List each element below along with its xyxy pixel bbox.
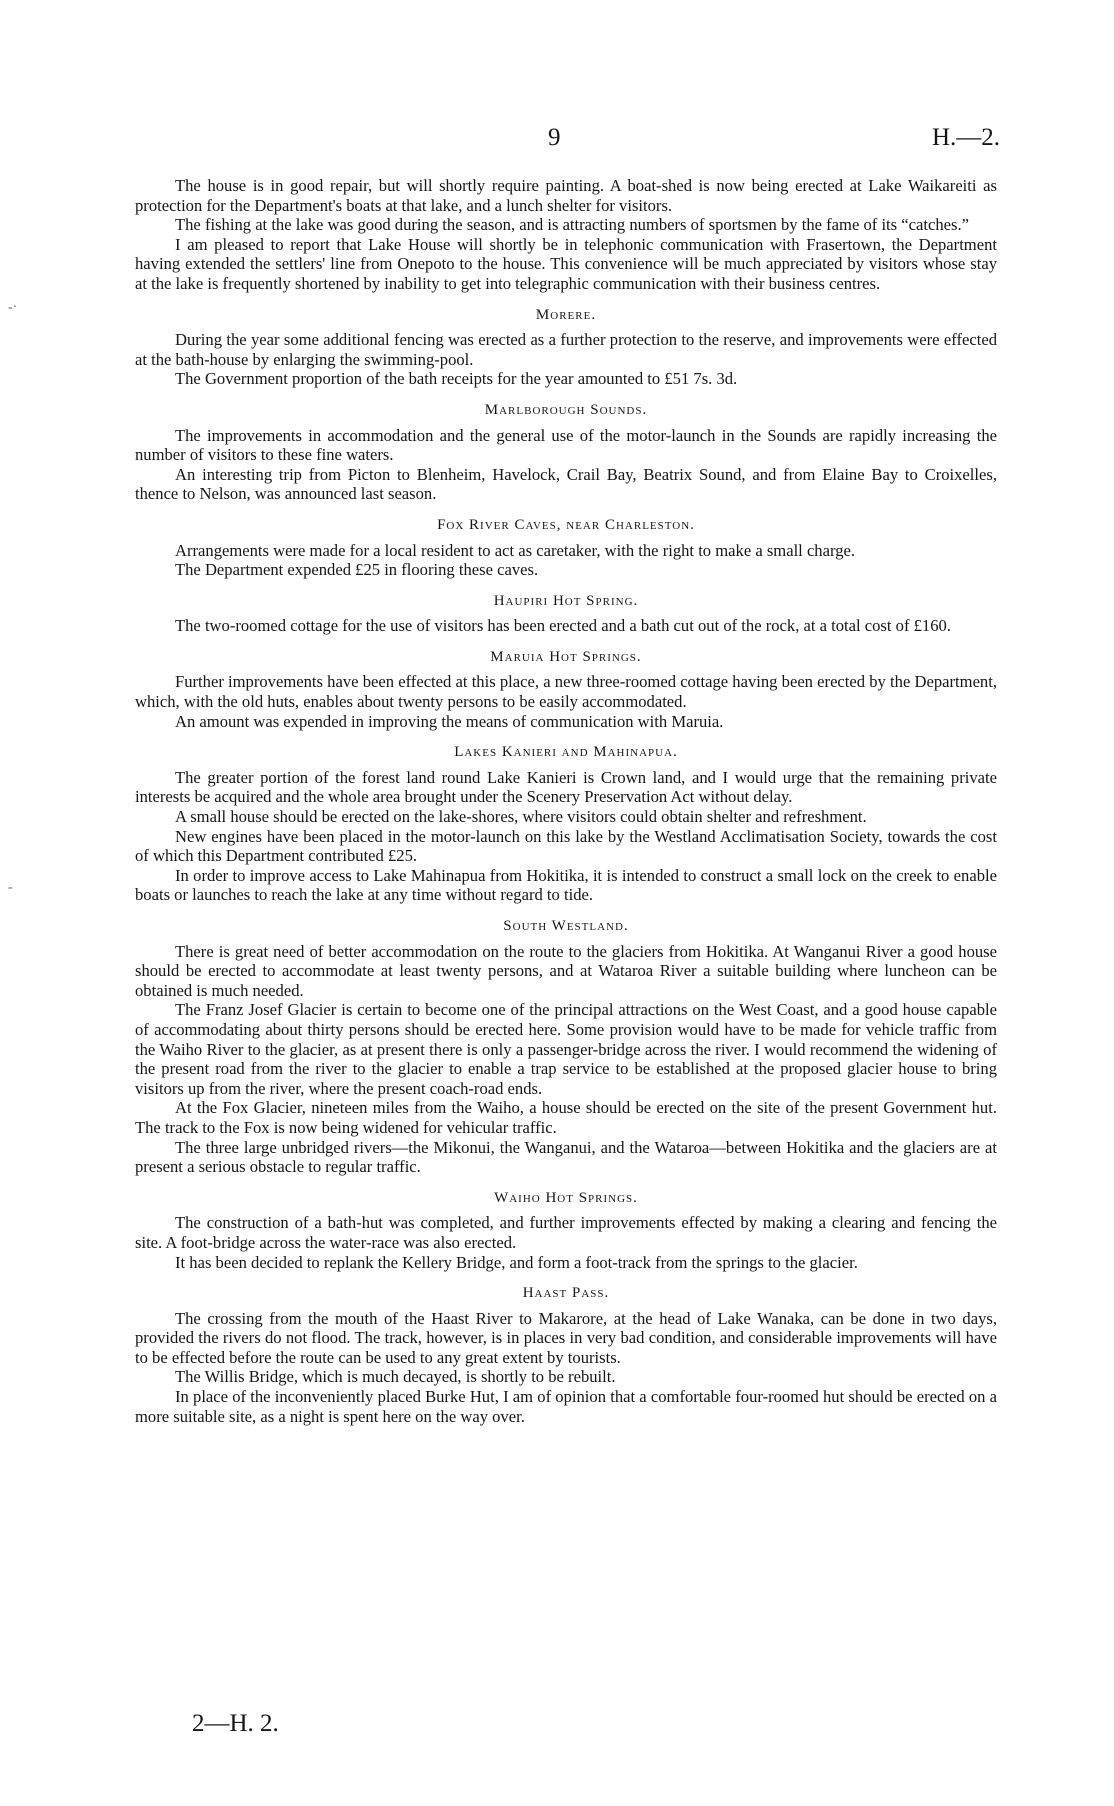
paragraph: At the Fox Glacier, nineteen miles from the Waiho, a house should be erected on the site of the present Government hut. The track to the Fox is now being widened for vehicular traffic. xyxy=(135,1098,997,1137)
section-heading: Haupiri Hot Spring. xyxy=(493,592,639,609)
paragraph: The house is in good repair, but will shortly require painting. A boat-shed is now being erected at Lake Waikareiti as protection for the Department's boats at that lake, and a lunch shelter for visitors. xyxy=(135,176,997,215)
paragraph: The two-roomed cottage for the use of visitors has been erected and a bath cut out of the rock, at a total cost of £160. xyxy=(175,616,951,636)
paragraph: The construction of a bath-hut was completed, and further improvements effected by making a clearing and fencing the site. A foot-bridge across the water-race was also erected. xyxy=(135,1213,997,1252)
section-heading: Lakes Kanieri and Mahinapua. xyxy=(454,744,678,761)
section-morere xyxy=(135,306,997,389)
paragraph: It has been decided to replank the Kellery Bridge, and form a foot-track from the springs to the glacier. xyxy=(175,1252,858,1272)
section-heading: Maruia Hot Springs. xyxy=(490,648,642,665)
section-maruia-hot-springs xyxy=(135,648,997,731)
document-reference: H.—2. xyxy=(931,124,1000,151)
paragraph: The improvements in accommodation and the general use of the motor-launch in the Sounds are rapidly increasing the number of visitors to these fine waters. xyxy=(135,425,997,465)
section-south-westland xyxy=(135,917,997,1177)
paragraph: The greater portion of the forest land round Lake Kanieri is Crown land, and I would urge that the remaining private interests be acquired and the whole area brought under the Scenery Preservation Act without delay. xyxy=(135,767,997,807)
section-marlborough-sounds xyxy=(135,401,997,504)
section-waiho-hot-springs xyxy=(135,1189,997,1272)
paragraph: The crossing from the mouth of the Haast River to Makarore, at the head of Lake Wanaka, can be done in two days, provided the rivers do not flood. The track, however, is in places in very bad condition, and considerable improvements will have to be effected before the route can be used to any great extent by tourists. xyxy=(135,1308,997,1367)
paragraph: During the year some additional fencing was erected as a further protection to the reserve, and improvements were effected at the bath-house by enlarging the swimming-pool. xyxy=(135,330,997,369)
page-header xyxy=(0,124,1114,158)
section-heading: Morere. xyxy=(535,306,597,323)
page-number: 9 xyxy=(548,124,561,151)
paragraph: New engines have been placed in the motor-launch on this lake by the Westland Acclimatisation Society, towards the cost of which this Department contributed £25. xyxy=(135,826,997,866)
paragraph: The Department expended £25 in flooring these caves. xyxy=(175,560,539,580)
paragraph: The Franz Josef Glacier is certain to become one of the principal attractions on the West Coast, and a good house capable of accommodating about thirty persons should be erected here. Some provision would have to be made for vehicle traffic from the Waiho River to the glacier, as at present there is only a passenger-bridge across the river. I would recommend the widening of the present road from the river to the glacier to enable a trap service to be established at the proposed glacier house to bring visitors up from the river, where the present coach-road ends. xyxy=(135,1000,997,1098)
paragraph: The three large unbridged rivers—the Mikonui, the Wanganui, and the Wataroa—between Hokitika and the glaciers are at present a serious obstacle to regular traffic. xyxy=(135,1137,997,1177)
section-heading: Marlborough Sounds. xyxy=(484,401,648,418)
paragraph: I am pleased to report that Lake House will shortly be in telephonic communication with Frasertown, the Department having extended the settlers' line from Onepoto to the house. This convenience will be much appreciated by visitors whose stay at the lake is frequently shortened by inability to get into telegraphic communication with their business centres. xyxy=(135,234,997,293)
section-haupiri-hot-spring xyxy=(135,592,997,636)
paragraph: Arrangements were made for a local resident to act as caretaker, with the right to make a small charge. xyxy=(175,540,856,560)
paragraph: In place of the inconveniently placed Burke Hut, I am of opinion that a comfortable four-roomed hut should be erected on a more suitable site, as a night is spent here on the way over. xyxy=(135,1387,997,1426)
margin-mark: -· xyxy=(8,300,18,315)
section-heading: Fox River Caves, near Charleston. xyxy=(437,516,695,533)
section-lakes-kanieri-mahinapua xyxy=(135,743,997,905)
section-heading: Waiho Hot Springs. xyxy=(494,1189,638,1206)
paragraph: An interesting trip from Picton to Blenheim, Havelock, Crail Bay, Beatrix Sound, and from Elaine Bay to Croixelles, thence to Nelson, was announced last season. xyxy=(135,464,997,504)
section-heading: South Westland. xyxy=(503,918,629,934)
paragraph: The fishing at the lake was good during the season, and is attracting numbers of sportsmen by the fame of its “catches.” xyxy=(175,215,969,235)
intro-section xyxy=(135,176,997,294)
paragraph: A small house should be erected on the lake-shores, where visitors could obtain shelter and refreshment. xyxy=(175,807,867,827)
paragraph: In order to improve access to Lake Mahinapua from Hokitika, it is intended to construct a small lock on the creek to enable boats or launches to reach the lake at any time without regard to tide. xyxy=(135,865,997,905)
section-heading: Haast Pass. xyxy=(522,1285,610,1302)
report-body xyxy=(135,176,997,1426)
paragraph: The Government proportion of the bath receipts for the year amounted to £51 7s. 3d. xyxy=(175,369,738,389)
paragraph: There is great need of better accommodation on the route to the glaciers from Hokitika. At Wanganui River a good house should be erected to accommodate at least twenty persons, and at Wataroa River a suitable building where luncheon can be obtained is much needed. xyxy=(135,941,997,1000)
paragraph: An amount was expended in improving the means of communication with Maruia. xyxy=(175,711,724,731)
paragraph: The Willis Bridge, which is much decayed, is shortly to be rebuilt. xyxy=(175,1367,616,1387)
section-fox-river-caves xyxy=(135,516,997,580)
margin-mark: - xyxy=(8,880,13,895)
paragraph: Further improvements have been effected at this place, a new three-roomed cottage having been erected by the Department, which, with the old huts, enables about twenty persons to be easily accommodated. xyxy=(135,672,997,712)
section-haast-pass xyxy=(135,1284,997,1426)
sheet-signature: 2—H. 2. xyxy=(192,1710,279,1737)
